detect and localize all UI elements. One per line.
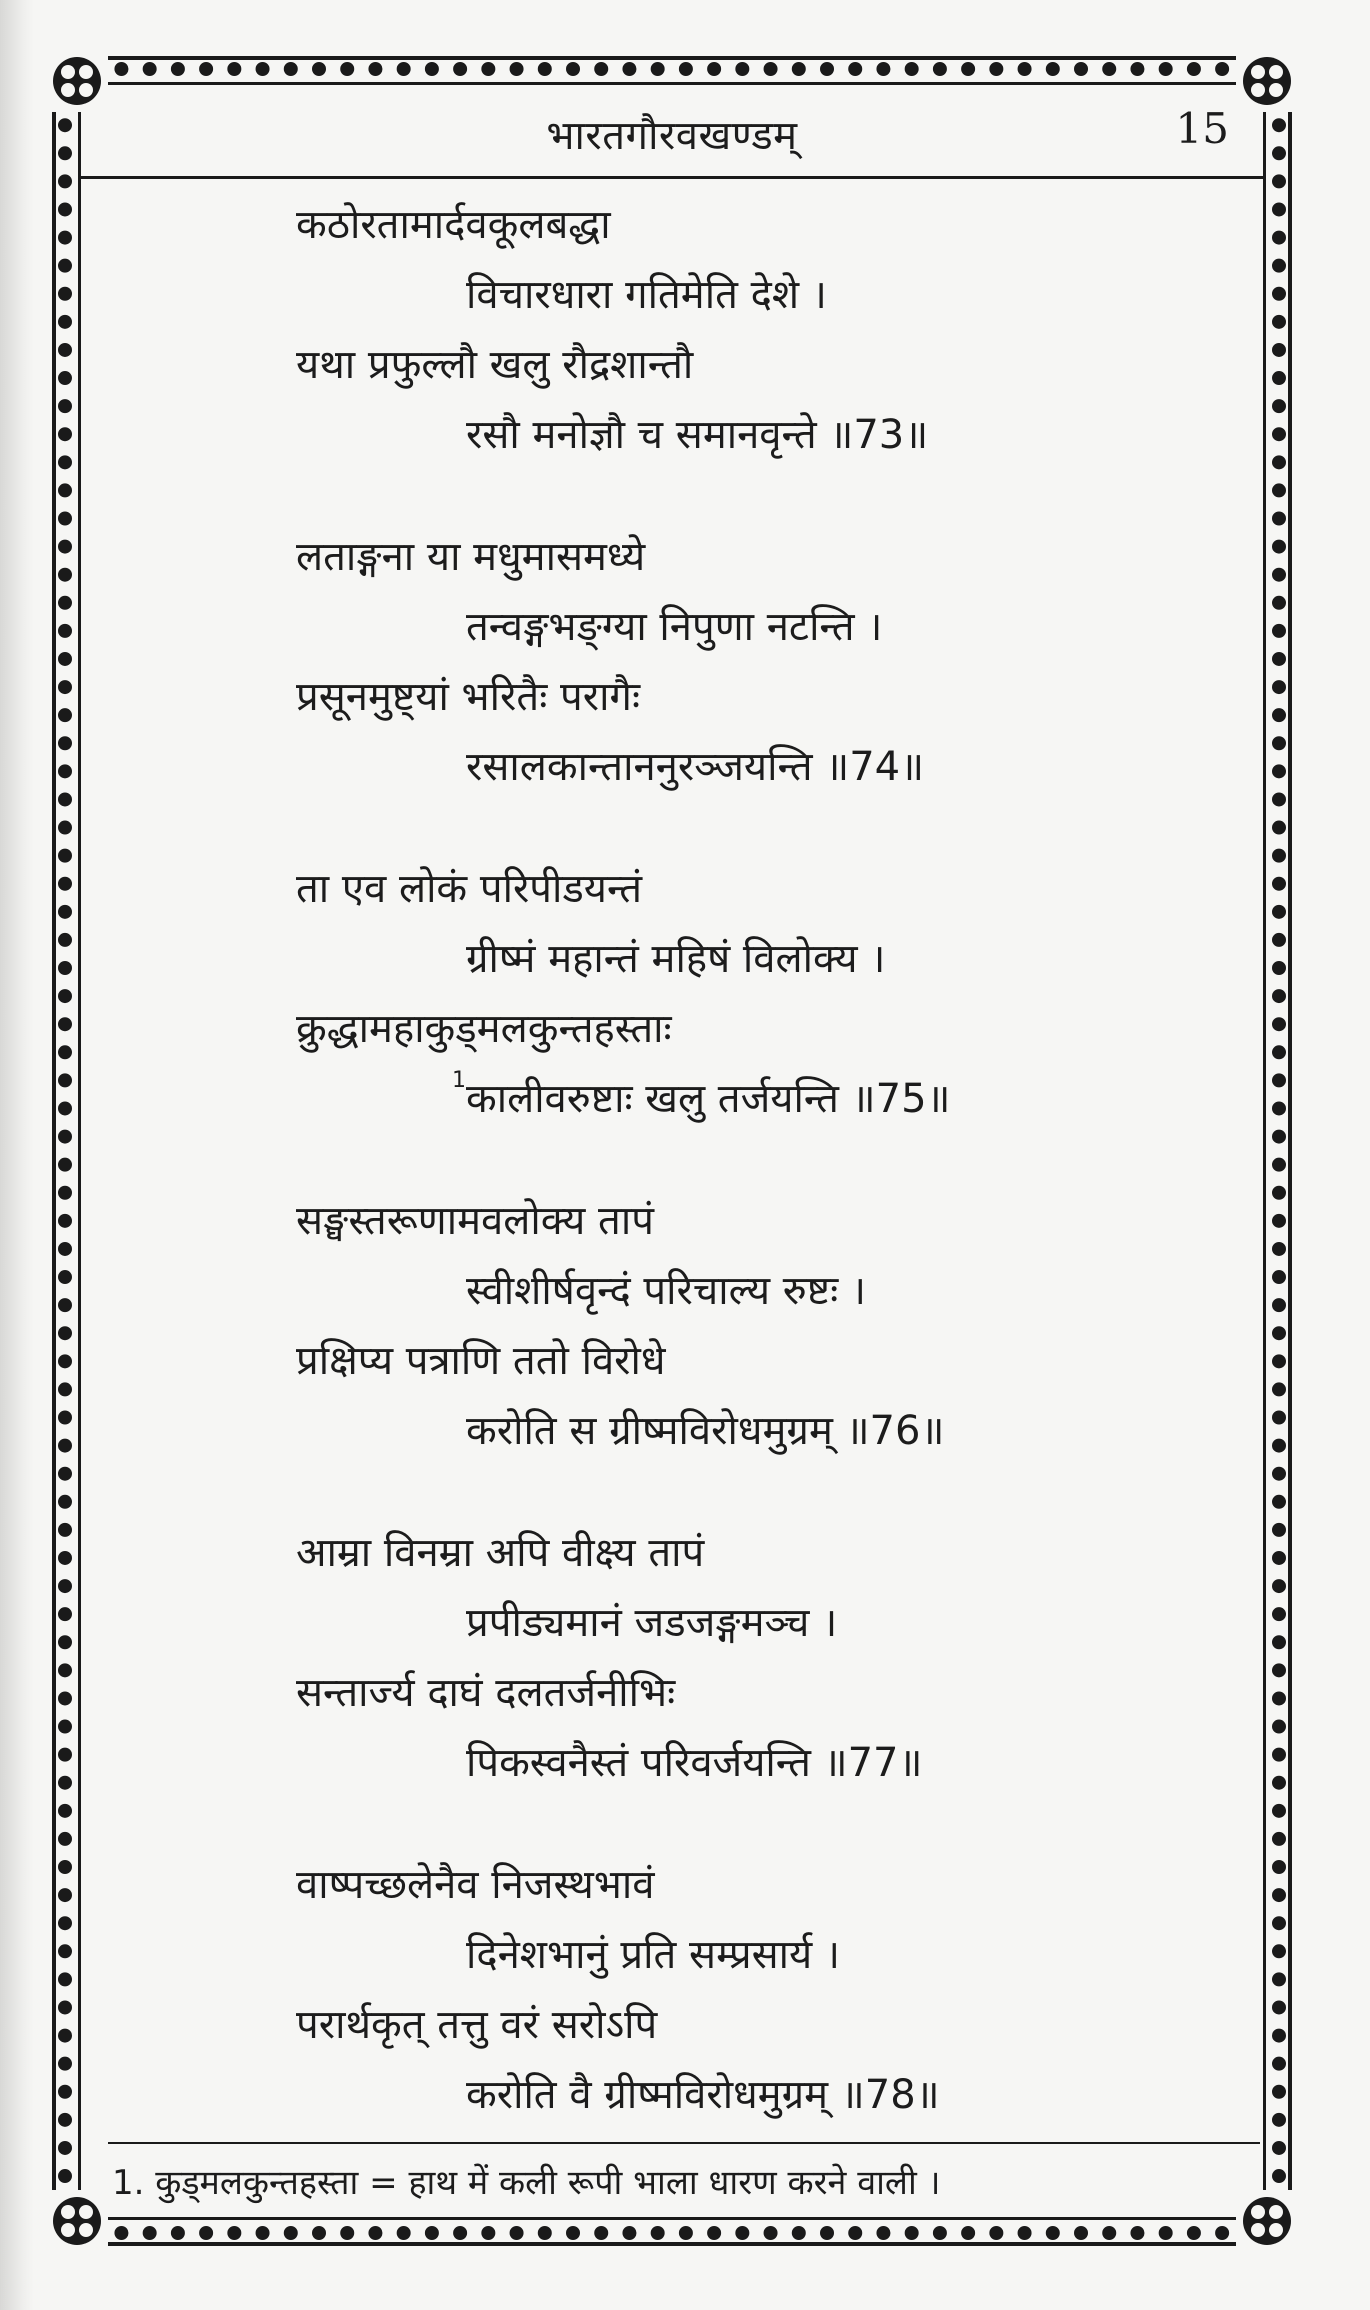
stanza-75 [81,854,1263,1134]
page-gutter-shadow [0,0,34,2310]
verse-line: सङ्घस्तरूणामवलोक्य तापं [296,1198,654,1244]
verse-line: प्रपीड्यमानं जडजङ्गमञ्च । [466,1600,838,1646]
verse-line: परार्थकृत् तत्तु वरं सरोऽपि [296,2002,658,2048]
verse-line: करोति स ग्रीष्मविरोधमुग्रम् ॥76॥ [466,1408,945,1454]
footnote-divider [108,2142,1260,2144]
verse-body [81,190,1263,2182]
stanza-74 [81,522,1263,802]
verse-line: आम्रा विनम्रा अपि वीक्ष्य तापं [296,1530,705,1576]
footnote-marker: 1 [452,1068,466,1093]
verse-line: दिनेशभानुं प्रति सम्प्रसार्य । [466,1932,841,1978]
verse-line: विचारधारा गतिमेति देशे । [466,272,827,318]
verse-line: कठोरतामार्दवकूलबद्धा [296,202,611,248]
verse-line: प्रसूनमुष्ट्यां भरितैः परागैः [296,674,641,720]
verse-line: कालीवरुष्टाः खलु तर्जयन्ति ॥75॥ [466,1076,951,1122]
stanza-77 [81,1518,1263,1798]
verse-line: लताङ्गना या मधुमासमध्ये [296,534,646,580]
verse-line: यथा प्रफुल्लौ खलु रौद्रशान्तौ [296,342,694,388]
footnote-text: 1. कुड्मलकुन्तहस्ता = हाथ में कली रूपी भाला धारण करने वाली । [112,2163,941,2203]
stanza-78 [81,1850,1263,2130]
verse-line: पिकस्वनैस्तं परिवर्जयन्ति ॥77॥ [466,1740,923,1786]
page-number: 15 [1175,104,1229,153]
running-title: भारतगौरवखण्डम् [546,113,798,159]
page-header [81,84,1263,179]
verse-line: तन्वङ्गभङ्ग्या निपुणा नटन्ति । [466,604,883,650]
verse-line: रसौ मनोज्ञौ च समानवृन्ते ॥73॥ [466,412,929,458]
verse-line: सन्तार्ज्य दाघं दलतर्जनीभिः [296,1670,676,1716]
verse-line: प्रक्षिप्य पत्राणि ततो विरोधे [296,1338,666,1384]
verse-line: स्वीशीर्षवृन्दं परिचाल्य रुष्टः । [466,1268,867,1314]
verse-line: वाष्पच्छलेनैव निजस्थभावं [296,1862,655,1908]
stanza-76 [81,1186,1263,1466]
verse-line: रसालकान्ताननुरञ्जयन्ति ॥74॥ [466,744,925,790]
corner-flower-ornament [46,2190,108,2252]
verse-line: करोति वै ग्रीष्मविरोधमुग्रम् ॥78॥ [466,2072,940,2118]
stanza-73 [81,190,1263,470]
verse-line: क्रुद्धामहाकुड्मलकुन्तहस्ताः [296,1006,672,1052]
verse-line: ता एव लोकं परिपीडयन्तं [296,866,643,912]
verse-line: ग्रीष्मं महान्तं महिषं विलोक्य । [466,936,886,982]
